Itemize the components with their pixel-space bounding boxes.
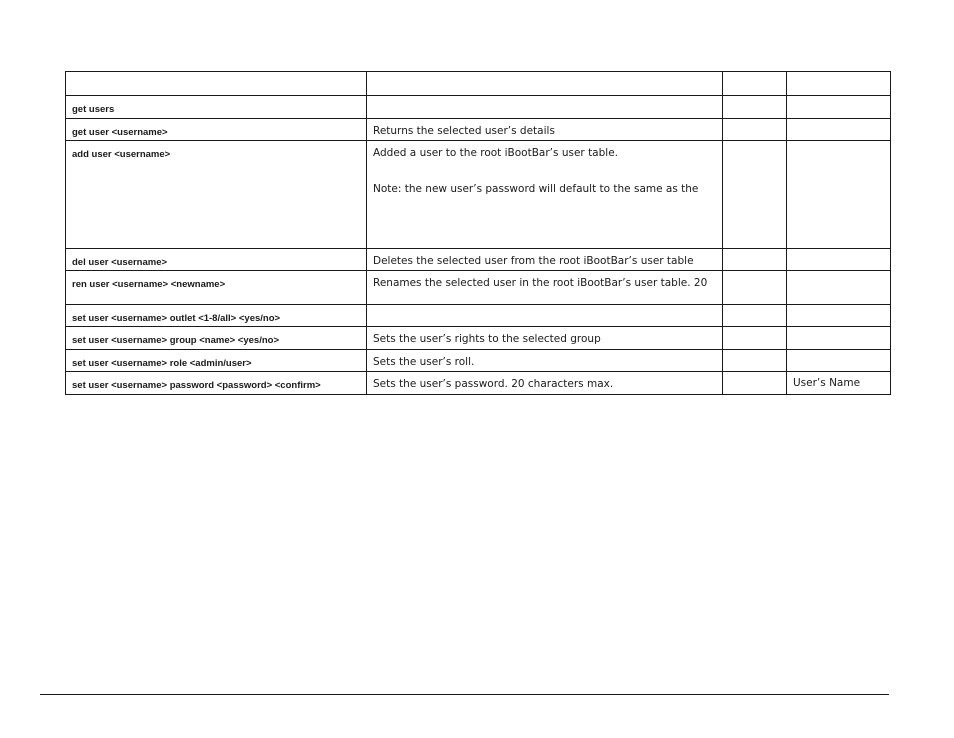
- description-cell: [367, 249, 723, 271]
- description-cell: [367, 327, 723, 350]
- description-cell: [367, 271, 723, 305]
- description-note: Note: the new user’s password will default to the same as the: [373, 183, 699, 195]
- col3-cell: [723, 327, 787, 350]
- description-text: Returns the selected user’s details: [373, 125, 555, 137]
- table-row: [66, 96, 891, 119]
- description-text: Sets the user’s roll.: [373, 356, 475, 368]
- command-cell: [66, 141, 367, 249]
- description-cell: [367, 96, 723, 119]
- description-cell: [367, 305, 723, 327]
- footer-divider: [40, 694, 889, 695]
- header-cell-col3: [723, 72, 787, 96]
- command-cell: [66, 327, 367, 350]
- col4-cell: [787, 350, 891, 372]
- header-cell-description: [367, 72, 723, 96]
- command-cell: [66, 305, 367, 327]
- description-cell: [367, 350, 723, 372]
- description-text: Added a user to the root iBootBar’s user table.: [373, 147, 618, 159]
- description-text: Sets the user’s rights to the selected group: [373, 333, 601, 345]
- col4-cell: [787, 305, 891, 327]
- table-row: [66, 141, 891, 249]
- table-header-row: [66, 72, 891, 96]
- col3-cell: [723, 372, 787, 395]
- table-row: [66, 119, 891, 141]
- col3-cell: [723, 141, 787, 249]
- table-row: [66, 271, 891, 305]
- col3-cell: [723, 96, 787, 119]
- col4-cell: [787, 96, 891, 119]
- command-text: ren user <username> <newname>: [72, 279, 226, 290]
- command-text: set user <username> group <name> <yes/no>: [72, 335, 279, 346]
- command-cell: [66, 372, 367, 395]
- table-row: [66, 305, 891, 327]
- description-cell: [367, 372, 723, 395]
- description-text: Deletes the selected user from the root iBootBar’s user table: [373, 255, 694, 267]
- col3-cell: [723, 350, 787, 372]
- table-row: [66, 327, 891, 350]
- header-cell-col4: [787, 72, 891, 96]
- col4-cell: [787, 119, 891, 141]
- default-value-text: User’s Name: [793, 377, 861, 389]
- command-text: del user <username>: [72, 257, 168, 268]
- col4-cell: [787, 141, 891, 249]
- col4-cell: [787, 271, 891, 305]
- command-text: get user <username>: [72, 127, 168, 138]
- col4-cell: [787, 372, 891, 395]
- col3-cell: [723, 119, 787, 141]
- col3-cell: [723, 249, 787, 271]
- description-cell: [367, 119, 723, 141]
- command-cell: [66, 96, 367, 119]
- table-row: [66, 372, 891, 395]
- description-cell: [367, 141, 723, 249]
- command-table: [65, 71, 891, 395]
- col4-cell: [787, 249, 891, 271]
- header-cell-command: [66, 72, 367, 96]
- command-cell: [66, 271, 367, 305]
- command-text: get users: [72, 104, 115, 115]
- table-row: [66, 350, 891, 372]
- command-cell: [66, 249, 367, 271]
- col3-cell: [723, 271, 787, 305]
- col3-cell: [723, 305, 787, 327]
- command-text: set user <username> password <password> <confirm>: [72, 380, 321, 391]
- command-cell: [66, 119, 367, 141]
- command-text: add user <username>: [72, 149, 171, 160]
- table-row: [66, 249, 891, 271]
- description-text: Renames the selected user in the root iBootBar’s user table. 20: [373, 277, 708, 289]
- command-text: set user <username> role <admin/user>: [72, 358, 252, 369]
- description-text: Sets the user’s password. 20 characters max.: [373, 378, 614, 390]
- command-text: set user <username> outlet <1-8/all> <yes/no>: [72, 313, 281, 324]
- col4-cell: [787, 327, 891, 350]
- command-cell: [66, 350, 367, 372]
